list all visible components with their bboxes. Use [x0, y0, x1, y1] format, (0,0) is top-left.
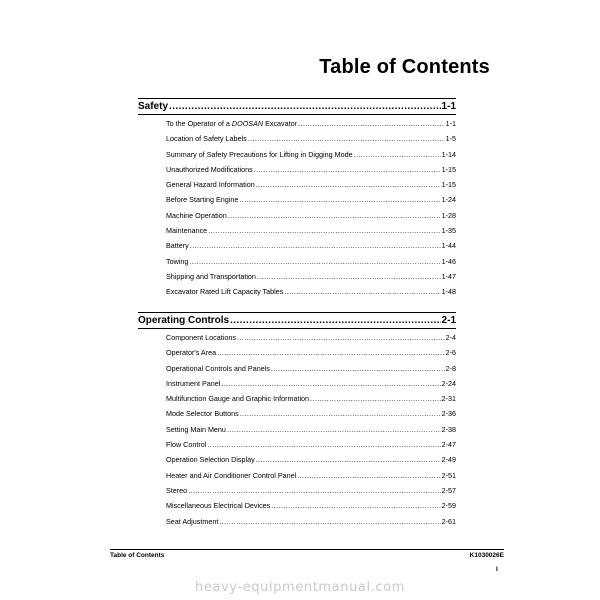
entry-label: Operator's Area [166, 348, 217, 358]
dot-leader [188, 487, 440, 494]
footer-page-number: I [496, 566, 498, 573]
toc-entry[interactable] [166, 455, 456, 470]
toc-entry[interactable] [166, 211, 456, 226]
entry-label: Shipping and Transportation [166, 271, 256, 281]
toc-section-heading[interactable] [138, 98, 456, 115]
dot-leader [189, 258, 440, 265]
toc-entry[interactable] [166, 348, 456, 363]
dot-leader [228, 212, 441, 219]
toc-entry[interactable] [166, 165, 456, 180]
toc-section-safety [138, 98, 456, 303]
toc-entry[interactable] [166, 333, 456, 348]
entry-page: 1-14 [441, 149, 456, 159]
toc-entry[interactable] [166, 440, 456, 455]
entry-page: 1-24 [441, 195, 456, 205]
toc-section-heading[interactable] [138, 312, 456, 329]
entry-page: 2-24 [441, 378, 456, 388]
entry-page: 2-49 [441, 455, 456, 465]
dot-leader [354, 151, 441, 158]
entry-label: Miscellaneous Electrical Devices [166, 501, 271, 511]
entry-page: 1-15 [441, 180, 456, 190]
toc-entry[interactable] [166, 425, 456, 440]
entry-page: 1-46 [441, 256, 456, 266]
toc-entry[interactable] [166, 486, 456, 501]
entry-page: 1-47 [441, 271, 456, 281]
toc-entry[interactable] [166, 134, 456, 149]
dot-leader [221, 380, 440, 387]
entry-label: General Hazard Information [166, 180, 255, 190]
toc-entry[interactable] [166, 501, 456, 516]
brand-name: DOOSAN [231, 119, 264, 128]
dot-leader [256, 456, 441, 463]
entry-label: Excavator Rated Lift Capacity Tables [166, 287, 284, 297]
entry-page: 1-28 [441, 210, 456, 220]
toc-entry[interactable] [166, 364, 456, 379]
entry-label: Operation Selection Display [166, 455, 255, 465]
toc-entry[interactable] [166, 517, 456, 532]
entry-page: 2-6 [445, 348, 456, 358]
watermark: heavy-equipmentmanual.com [195, 580, 405, 595]
entry-page: 2-31 [441, 394, 456, 404]
entry-label: Battery [166, 241, 189, 251]
dot-leader [298, 120, 445, 127]
toc-entry[interactable] [166, 409, 456, 424]
toc-entry[interactable] [166, 471, 456, 486]
entry-label: Seat Adjustment [166, 516, 219, 526]
entry-page: 2-38 [441, 424, 456, 434]
entry-label: Instrument Panel [166, 378, 221, 388]
toc-entry[interactable] [166, 394, 456, 409]
toc-entry[interactable] [166, 119, 456, 134]
entry-page: 1-48 [441, 287, 456, 297]
entry-page: 2-51 [441, 470, 456, 480]
entry-label: Unauthorized Modifications [166, 164, 253, 174]
entry-label: Maintenance [166, 226, 208, 236]
entry-label: Machine Operation [166, 210, 227, 220]
entry-page: 2-59 [441, 501, 456, 511]
entry-page: 1-44 [441, 241, 456, 251]
entry-label: Location of Safety Labels [166, 134, 247, 144]
dot-leader [271, 365, 445, 372]
entry-label: Multifunction Gauge and Graphic Information [166, 394, 310, 404]
entry-label: Setting Main Menu [166, 424, 226, 434]
dot-leader [310, 395, 441, 402]
dot-leader [217, 349, 444, 356]
dot-leader [207, 441, 440, 448]
toc-entry[interactable] [166, 195, 456, 210]
toc-entry[interactable] [166, 379, 456, 394]
dot-leader [219, 518, 440, 525]
dot-leader [284, 288, 440, 295]
dot-leader [190, 242, 441, 249]
entry-page: 1-5 [445, 134, 456, 144]
toc-entry[interactable] [166, 226, 456, 241]
dot-leader [254, 166, 441, 173]
entry-label: Component Locations [166, 333, 236, 342]
toc-entry[interactable] [166, 287, 456, 302]
dot-leader [257, 273, 441, 280]
dot-leader [237, 334, 445, 341]
entry-label: Stereo [166, 485, 188, 495]
entry-label: Before Starting Engine [166, 195, 239, 205]
dot-leader [271, 502, 440, 509]
toc-section-operating-controls [138, 312, 456, 532]
toc-entry[interactable] [166, 150, 456, 165]
section-page: 2-1 [441, 315, 456, 326]
dot-leader [230, 316, 440, 326]
entry-label: Mode Selector Buttons [166, 409, 239, 419]
entry-page: 1-35 [441, 226, 456, 236]
entry-label: Flow Control [166, 440, 207, 450]
entry-page: 2-36 [441, 409, 456, 419]
toc-entry[interactable] [166, 180, 456, 195]
toc-entry[interactable] [166, 241, 456, 256]
entry-label: Towing [166, 256, 189, 266]
entry-page: 2-4 [445, 333, 456, 342]
footer-left: Table of Contents [110, 552, 165, 559]
entry-label: Operational Controls and Panels [166, 363, 270, 373]
page-footer [110, 549, 504, 559]
section-title: Safety [138, 101, 169, 112]
dot-leader [248, 135, 445, 142]
section-title: Operating Controls [138, 315, 230, 326]
entry-page: 2-8 [445, 363, 456, 373]
entry-page: 2-57 [441, 485, 456, 495]
page-title: Table of Contents [319, 56, 490, 78]
dot-leader [297, 472, 440, 479]
dot-leader [256, 181, 441, 188]
entry-page: 2-47 [441, 440, 456, 450]
toc-entry[interactable] [166, 257, 456, 272]
dot-leader [227, 426, 441, 433]
dot-leader [208, 227, 440, 234]
entry-label: To the Operator of a DOOSAN Excavator [166, 119, 298, 128]
dot-leader [239, 196, 440, 203]
footer-doc-number: K1030026E [469, 552, 504, 559]
entry-label: Heater and Air Conditioner Control Panel [166, 470, 297, 480]
dot-leader [169, 102, 441, 112]
entry-page: 2-61 [441, 516, 456, 526]
toc-entry[interactable] [166, 272, 456, 287]
dot-leader [240, 410, 441, 417]
section-page: 1-1 [441, 101, 456, 112]
entry-page: 1-1 [445, 119, 456, 128]
entry-page: 1-15 [441, 164, 456, 174]
entry-label: Summary of Safety Precautions for Lifting in Digging Mode [166, 149, 353, 159]
